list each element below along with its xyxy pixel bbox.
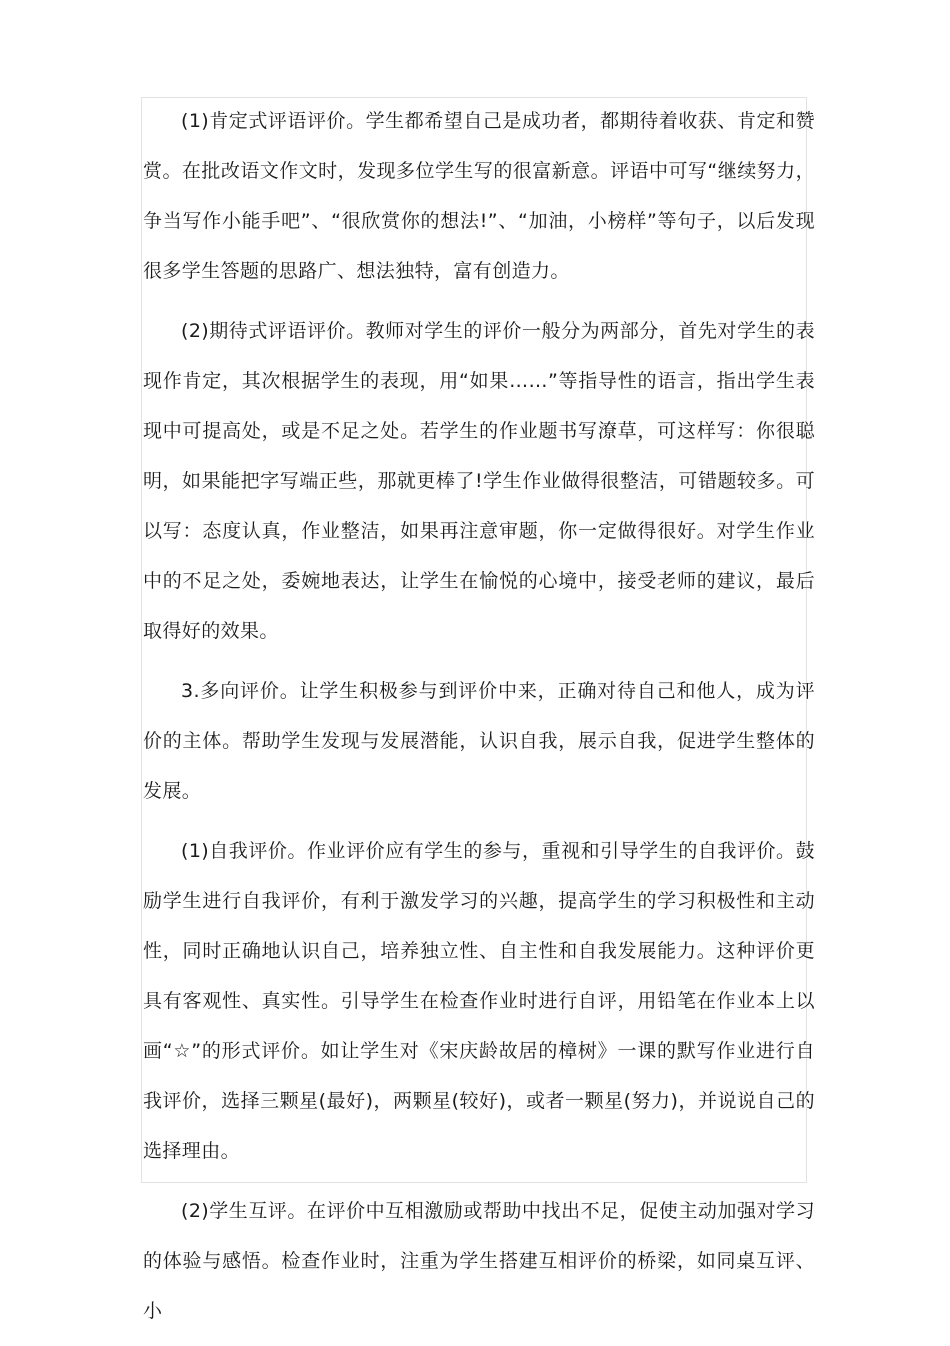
paragraph-affirmative-comment: (1)肯定式评语评价。学生都希望自己是成功者，都期待着收获、肯定和赞赏。在批改语文作文时，发现多位学生写的很富新意。评语中可写“继续努力，争当写作小能手吧”、“很欣赏你的想法!”、“加油，小榜样”等句子，以后发现很多学生答题的思路广、想法独特，富有创造力。 [143,110,815,282]
paragraph-self-evaluation: (1)自我评价。作业评价应有学生的参与，重视和引导学生的自我评价。鼓励学生进行自我评价，有利于激发学习的兴趣，提高学生的学习积极性和主动性，同时正确地认识自己，培养独立性、自主性和自我发展能力。这种评价更具有客观性、真实性。引导学生在检查作业时进行自评，用铅笔在作业本上以画“☆”的形式评价。如让学生对《宋庆龄故居的樟树》一课的默写作业进行自我评价，选择三颗星(最好)，两颗星(较好)，或者一颗星(努力)，并说说自己的选择理由。 [143,840,815,1162]
paragraph-multi-evaluation: 3.多向评价。让学生积极参与到评价中来，正确对待自己和他人，成为评价的主体。帮助学生发现与发展潜能，认识自我，展示自我，促进学生整体的发展。 [143,680,815,802]
paragraph-peer-evaluation: (2)学生互评。在评价中互相激励或帮助中找出不足，促使主动加强对学习的体验与感悟。检查作业时，注重为学生搭建互相评价的桥梁，如同桌互评、小 [143,1200,815,1322]
document-body [143,96,815,1346]
paragraph-expectation-comment: (2)期待式评语评价。教师对学生的评价一般分为两部分，首先对学生的表现作肯定，其次根据学生的表现，用“如果……”等指导性的语言，指出学生表现中可提高处，或是不足之处。若学生的作业题书写潦草，可这样写：你很聪明，如果能把字写端正些，那就更棒了!学生作业做得很整洁，可错题较多。可以写：态度认真，作业整洁，如果再注意审题，你一定做得很好。对学生作业中的不足之处，委婉地表达，让学生在愉悦的心境中，接受老师的建议，最后取得好的效果。 [143,320,815,642]
